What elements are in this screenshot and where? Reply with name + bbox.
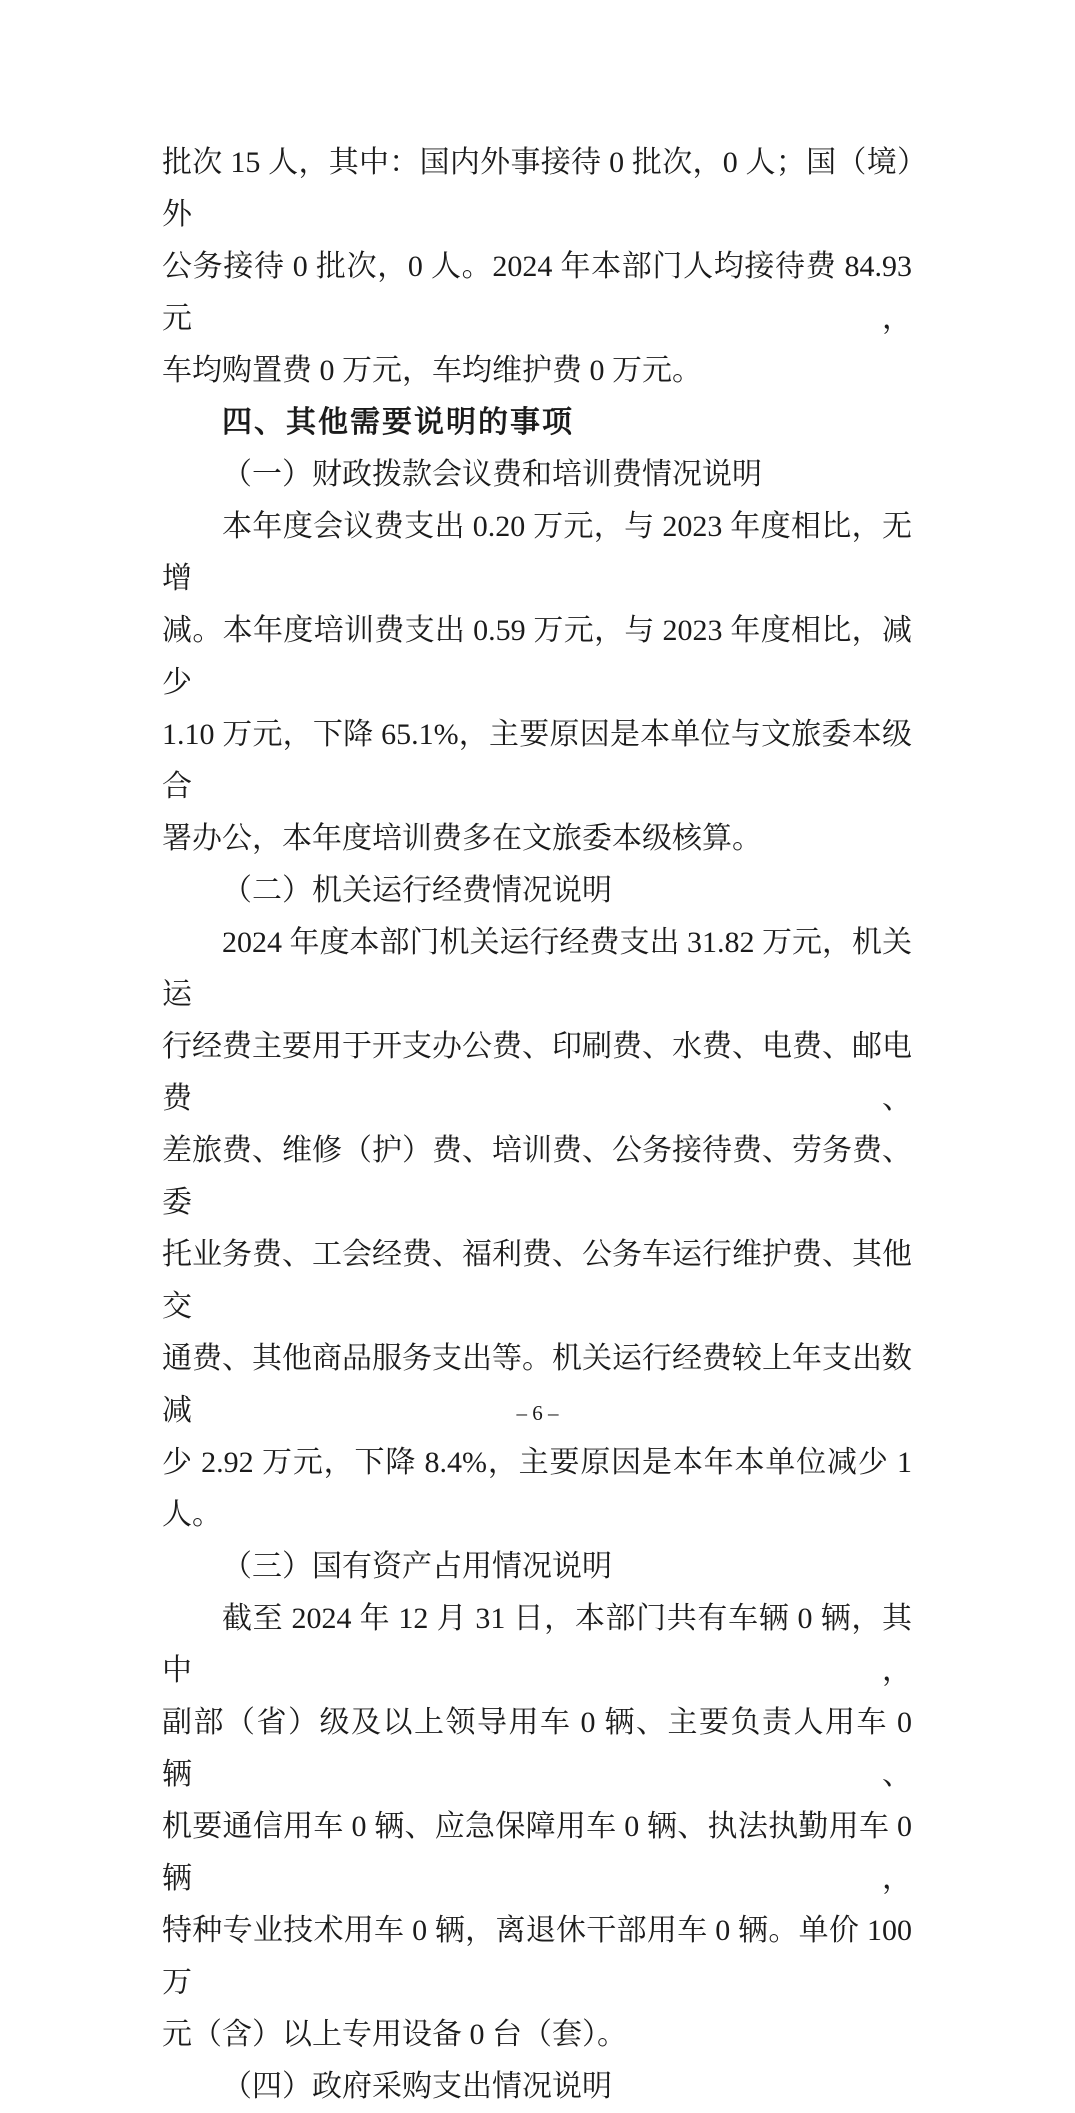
text-line: 批次 15 人，其中：国内外事接待 0 批次，0 人；国（境）外 xyxy=(162,146,912,231)
subsection-heading xyxy=(162,2061,912,2113)
text-line: 托业务费、工会经费、福利费、公务车运行维护费、其他交 xyxy=(162,1238,912,1323)
text-line: 特种专业技术用车 0 辆，离退休干部用车 0 辆。单价 100 万 xyxy=(162,1914,912,1999)
paragraph xyxy=(162,501,912,865)
text-line: 少 2.92 万元，下降 8.4%，主要原因是本年本单位减少 1 人。 xyxy=(162,1446,912,1531)
text-line: 差旅费、维修（护）费、培训费、公务接待费、劳务费、委 xyxy=(162,1134,912,1219)
text-line: 行经费主要用于开支办公费、印刷费、水费、电费、邮电费、 xyxy=(162,1030,912,1115)
document-body xyxy=(162,137,912,2113)
text-line: （三）国有资产占用情况说明 xyxy=(222,1550,612,1583)
paragraph xyxy=(162,1593,912,2061)
text-line: 元（含）以上专用设备 0 台（套）。 xyxy=(162,2018,627,2051)
text-line: 机要通信用车 0 辆、应急保障用车 0 辆、执法执勤用车 0 辆， xyxy=(162,1810,912,1895)
section-heading xyxy=(162,397,912,449)
text-line: 署办公，本年度培训费多在文旅委本级核算。 xyxy=(162,822,762,855)
subsection-heading xyxy=(162,1541,912,1593)
page-number: – 6 – xyxy=(516,1401,559,1425)
text-line: （二）机关运行经费情况说明 xyxy=(222,874,612,907)
text-line: 减。本年度培训费支出 0.59 万元，与 2023 年度相比，减少 xyxy=(162,614,912,699)
text-line: 1.10 万元，下降 65.1%，主要原因是本单位与文旅委本级合 xyxy=(162,718,912,803)
subsection-heading xyxy=(162,449,912,501)
text-line: （四）政府采购支出情况说明 xyxy=(222,2070,612,2103)
text-line: 2024 年度本部门机关运行经费支出 31.82 万元，机关运 xyxy=(162,926,912,1011)
text-line: 截至 2024 年 12 月 31 日，本部门共有车辆 0 辆，其中， xyxy=(162,1602,912,1687)
text-line: 副部（省）级及以上领导用车 0 辆、主要负责人用车 0 辆、 xyxy=(162,1706,912,1791)
text-line: 公务接待 0 批次，0 人。2024 年本部门人均接待费 84.93 元， xyxy=(162,250,912,335)
paragraph xyxy=(162,917,912,1541)
text-line: （一）财政拨款会议费和培训费情况说明 xyxy=(222,458,762,491)
text-line: 四、其他需要说明的事项 xyxy=(222,406,574,439)
subsection-heading xyxy=(162,865,912,917)
text-line: 通费、其他商品服务支出等。机关运行经费较上年支出数减 xyxy=(162,1342,912,1427)
text-line: 本年度会议费支出 0.20 万元，与 2023 年度相比，无增 xyxy=(162,510,912,595)
paragraph xyxy=(162,137,912,397)
text-line: 车均购置费 0 万元，车均维护费 0 万元。 xyxy=(162,354,702,387)
